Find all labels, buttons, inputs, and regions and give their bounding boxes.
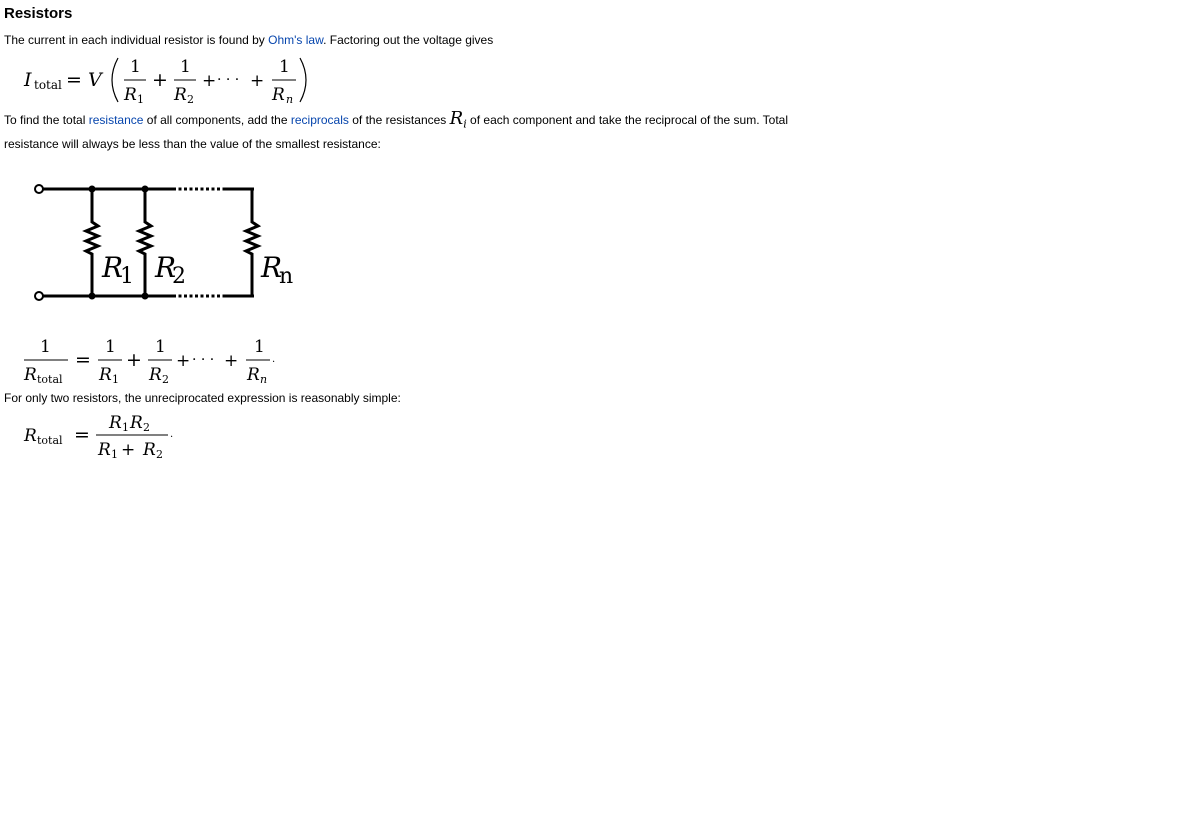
ohms-law-link[interactable]: Ohm's law <box>268 33 324 47</box>
eq2-dots: · · · <box>192 352 215 368</box>
eq2-plus-2: + <box>176 351 191 371</box>
label-r2-sub: 2 <box>172 264 186 289</box>
eq2-den-Rn: R <box>247 365 260 385</box>
eq1-den-R2: R <box>174 85 187 105</box>
reciprocals-link[interactable]: reciprocals <box>290 113 349 127</box>
eq3-den-R1: R <box>98 440 111 460</box>
eq2-num-n: 1 <box>254 337 265 357</box>
eq3-num-sub2: 2 <box>143 421 150 434</box>
equation-two-resistors <box>20 408 200 464</box>
eq3-num-R2: R <box>130 413 143 433</box>
eq2-lhs-R: R <box>24 365 37 385</box>
label-r1-sub: 1 <box>120 264 134 289</box>
eq3-den-sub1: 1 <box>111 448 118 461</box>
eq2-plus-1: + <box>126 349 142 371</box>
paragraph-ohms-law <box>4 30 804 50</box>
label-r1: R <box>102 251 124 284</box>
eq2-lhs-num: 1 <box>40 337 51 357</box>
eq1-plus-3: + <box>250 71 265 91</box>
para2-text-2: of all components, add the <box>143 113 291 127</box>
eq2-period: . <box>272 354 276 365</box>
eq3-num-R1: R <box>109 413 122 433</box>
resistance-variable-sub: i <box>463 117 467 131</box>
eq1-plus-1: + <box>152 69 168 91</box>
resistance-link[interactable]: resistance <box>88 113 144 127</box>
eq2-plus-3: + <box>224 351 239 371</box>
eq3-plus: + <box>121 440 136 460</box>
eq2-equals: = <box>75 349 91 371</box>
eq1-equals: = <box>66 69 82 91</box>
eq3-lhs-R: R <box>24 426 37 446</box>
eq2-den-R2: R <box>149 365 162 385</box>
resistor-r1 <box>86 189 98 296</box>
junction-dot <box>142 186 149 193</box>
junction-dot <box>142 293 149 300</box>
para1-text-after: . Factoring out the voltage gives <box>323 33 494 47</box>
eq1-den-sub2: 2 <box>187 93 194 106</box>
eq1-num-1: 1 <box>130 57 141 77</box>
eq1-num-n: 1 <box>279 57 290 77</box>
eq1-plus-2: + <box>202 71 217 91</box>
equation-current-total <box>20 52 330 108</box>
eq1-den-sub1: 1 <box>137 93 144 106</box>
label-rn: R <box>261 251 283 284</box>
resistor-rn <box>246 189 258 296</box>
eq3-period: . <box>170 429 174 440</box>
label-r2: R <box>155 251 177 284</box>
junction-dot <box>89 293 96 300</box>
eq2-den-sub2: 2 <box>162 373 169 386</box>
eq2-den-sub1: 1 <box>112 373 119 386</box>
eq3-num-sub1: 1 <box>122 421 129 434</box>
top-terminal <box>35 185 43 193</box>
eq3-den-sub2: 2 <box>156 448 163 461</box>
eq3-equals: = <box>74 424 90 446</box>
eq1-den-R1: R <box>124 85 137 105</box>
eq2-den-subn: n <box>260 373 268 386</box>
eq1-open-paren <box>112 58 118 102</box>
eq1-num-2: 1 <box>180 57 191 77</box>
para2-text-4: of each component and take the reciprocal of the sum. Total resistance will always be less than the value of the smallest resistance: <box>4 113 789 152</box>
eq2-den-R1: R <box>99 365 112 385</box>
label-rn-sub: n <box>279 264 294 289</box>
resistor-r2 <box>139 189 151 296</box>
eq3-den-R2: R <box>143 440 156 460</box>
junction-dot <box>89 186 96 193</box>
resistance-variable: R <box>449 108 464 129</box>
eq1-den-Rn: R <box>272 85 285 105</box>
eq1-dots: · · · <box>217 72 240 88</box>
eq2-lhs-sub: total <box>37 373 63 386</box>
para2-text-3: of the resistances <box>348 113 450 127</box>
bottom-terminal <box>35 292 43 300</box>
para2-text-1: To find the total <box>4 113 89 127</box>
eq1-voltage: V <box>88 69 102 91</box>
section-heading: Resistors <box>4 5 73 22</box>
eq1-lhs: I <box>24 69 32 91</box>
eq1-close-paren <box>300 58 306 102</box>
eq2-num-2: 1 <box>155 337 166 357</box>
eq1-den-subn: n <box>286 93 294 106</box>
equation-reciprocal-sum <box>20 332 290 388</box>
para1-text-before: The current in each individual resistor is found by <box>4 33 269 47</box>
eq3-lhs-sub: total <box>37 434 63 447</box>
paragraph-reciprocals <box>4 109 804 154</box>
eq2-num-1: 1 <box>105 337 116 357</box>
eq1-lhs-sub: total <box>34 78 62 92</box>
paragraph-two-resistors: For only two resistors, the unreciprocated expression is reasonably simple: <box>4 391 401 405</box>
parallel-resistor-circuit <box>28 176 308 306</box>
